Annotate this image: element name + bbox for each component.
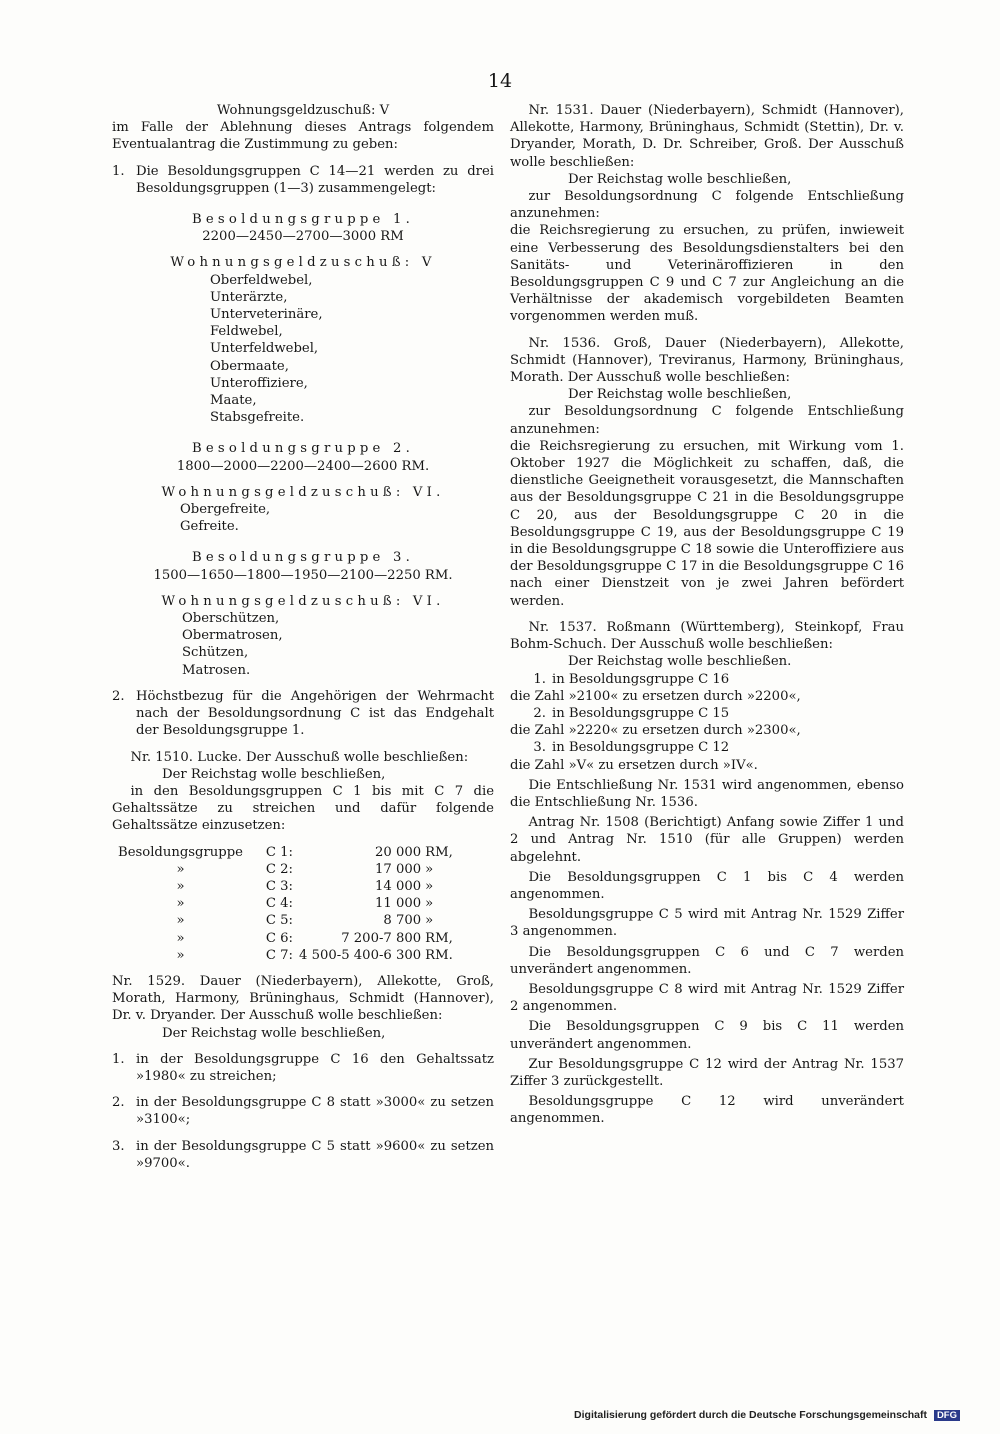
group-3-ranks bbox=[182, 610, 494, 679]
item-number: 3. bbox=[112, 1138, 125, 1154]
result-paragraph: Besoldungsgruppe C 5 wird mit Antrag Nr. 1529 Ziffer 3 angenommen. bbox=[510, 907, 904, 940]
motion-1536-heading: Nr. 1536. Groß, Dauer (Niederbayern), Allekotte, Schmidt (Hannover), Treviranus, Harmony, Brüninghaus, Morath. Der Ausschuß wolle beschließen: bbox=[510, 335, 904, 386]
item-text: in der Besoldungsgruppe C 8 statt »3000« zu setzen »3100«; bbox=[136, 1095, 494, 1128]
salary-group: C 1: bbox=[265, 844, 293, 860]
ditto-mark: » bbox=[176, 947, 185, 963]
ditto-mark: » bbox=[176, 861, 185, 877]
salary-amount: 7 200-7 800 bbox=[341, 930, 422, 946]
reichstag-resolution: Der Reichstag wolle beschließen, bbox=[568, 387, 792, 403]
item-text: in Besoldungsgruppe C 12 bbox=[552, 740, 730, 756]
ditto-mark: » bbox=[176, 878, 185, 894]
rank-item: Oberfeldwebel, bbox=[210, 272, 313, 288]
group-2-salaries: 1800—2000—2200—2400—2600 RM. bbox=[176, 458, 430, 474]
rank-item: Gefreite. bbox=[180, 519, 239, 535]
motion-1531-heading: Nr. 1531. Dauer (Niederbayern), Schmidt (Hannover), Allekotte, Harmony, Brüninghaus, Schmidt (Stettin), Dr. v. Dryander, Morath, D. Dr. Schreiber, Groß. Der Ausschuß wolle beschließen: bbox=[510, 103, 904, 170]
salary-suffix: RM, bbox=[425, 930, 453, 946]
result-paragraph: Besoldungsgruppe C 12 wird unverändert angenommen. bbox=[510, 1094, 904, 1127]
reichstag-resolution: Der Reichstag wolle beschließen, bbox=[568, 171, 792, 187]
salary-amount: 17 000 bbox=[375, 861, 422, 877]
rank-item: Unterärzte, bbox=[210, 289, 288, 305]
dfg-footer bbox=[560, 1409, 960, 1421]
salary-row bbox=[118, 947, 457, 964]
group-3-salaries: 1500—1650—1800—1950—2100—2250 RM. bbox=[153, 567, 453, 583]
item-2 bbox=[112, 688, 494, 740]
salary-group: C 3: bbox=[265, 878, 293, 894]
item-number: 2. bbox=[533, 705, 546, 721]
salary-suffix: RM. bbox=[425, 947, 453, 963]
result-paragraph: Die Entschließung Nr. 1531 wird angenommen, ebenso die Entschließung Nr. 1536. bbox=[510, 777, 904, 810]
motion-1529-item bbox=[112, 1094, 494, 1128]
footer-text: Digitalisierung gefördert durch die Deutsche Forschungsgemeinschaft bbox=[574, 1409, 928, 1421]
page-number: 14 bbox=[487, 70, 513, 92]
eventualantrag-intro: im Falle der Ablehnung dieses Antrags folgendem Eventualantrag die Zustimmung zu geben: bbox=[112, 120, 494, 153]
group-3-title: Besoldungsgruppe 3. bbox=[191, 550, 414, 566]
rank-item: Oberschützen, bbox=[182, 611, 280, 627]
item-text: in der Besoldungsgruppe C 5 statt »9600« zu setzen »9700«. bbox=[136, 1138, 494, 1171]
salary-row bbox=[118, 930, 457, 947]
motion-1529-heading: Nr. 1529. Dauer (Niederbayern), Allekotte, Groß, Morath, Harmony, Brüninghaus, Schmidt (Hannover), Dr. v. Dryander. Der Ausschuß wolle beschließen: bbox=[112, 973, 494, 1024]
wg-heading: Wohnungsgeldzuschuß: V bbox=[216, 103, 390, 118]
group-1-wg: Wohnungsgeldzuschuß: V bbox=[170, 255, 436, 271]
right-column bbox=[510, 102, 904, 1128]
salary-group: C 6: bbox=[265, 930, 293, 946]
rank-item: Schützen, bbox=[182, 645, 249, 661]
salary-row bbox=[118, 912, 457, 929]
rank-item: Maate, bbox=[210, 393, 257, 409]
salary-amount: 14 000 bbox=[375, 878, 422, 894]
rank-item: Unterfeldwebel, bbox=[210, 341, 319, 357]
salary-suffix: » bbox=[425, 913, 434, 929]
result-paragraph: Besoldungsgruppe C 8 wird mit Antrag Nr. 1529 Ziffer 2 angenommen. bbox=[510, 981, 904, 1015]
item-number: 1. bbox=[533, 671, 546, 687]
motion-1537-item bbox=[510, 671, 904, 688]
result-paragraph: Die Besoldungsgruppen C 1 bis C 4 werden angenommen. bbox=[510, 869, 904, 902]
salary-group: C 5: bbox=[265, 913, 293, 929]
item-number: 3. bbox=[533, 740, 546, 756]
reichstag-resolution: Der Reichstag wolle beschließen, bbox=[162, 1025, 386, 1041]
group-3-wg: Wohnungsgeldzuschuß: VI. bbox=[161, 593, 445, 609]
item-text: in der Besoldungsgruppe C 16 den Gehaltssatz »1980« zu streichen; bbox=[136, 1051, 494, 1084]
salary-amount: 11 000 bbox=[375, 896, 422, 912]
group-2-ranks bbox=[180, 501, 494, 535]
salary-suffix: » bbox=[425, 861, 434, 877]
rank-item: Obermatrosen, bbox=[182, 628, 283, 644]
salary-group: C 4: bbox=[265, 896, 293, 912]
item-text: in Besoldungsgruppe C 15 bbox=[552, 705, 730, 721]
group-2-title: Besoldungsgruppe 2. bbox=[191, 441, 414, 457]
reichstag-resolution: Der Reichstag wolle beschließen. bbox=[568, 654, 792, 670]
item-number: 2. bbox=[112, 688, 125, 704]
item-number: 1. bbox=[112, 163, 125, 179]
reichstag-resolution: Der Reichstag wolle beschließen, bbox=[162, 766, 386, 782]
rank-item: Unteroffiziere, bbox=[210, 375, 308, 391]
salary-row bbox=[118, 861, 457, 878]
left-column bbox=[112, 102, 494, 1172]
rank-item: Stabsgefreite. bbox=[210, 410, 305, 426]
rank-item: Feldwebel, bbox=[210, 324, 283, 340]
result-paragraph: Zur Besoldungsgruppe C 12 wird der Antrag Nr. 1537 Ziffer 3 zurückgestellt. bbox=[510, 1056, 904, 1089]
group-2-wg: Wohnungsgeldzuschuß: VI. bbox=[161, 484, 445, 500]
salary-amount: 20 000 bbox=[375, 844, 422, 860]
rank-item: Matrosen. bbox=[182, 662, 251, 678]
result-paragraph: Die Besoldungsgruppen C 6 und C 7 werden unverändert angenommen. bbox=[510, 944, 904, 977]
salary-group: C 7: bbox=[265, 947, 293, 963]
motion-1537-item bbox=[510, 739, 904, 756]
salary-row bbox=[118, 895, 457, 912]
ditto-mark: » bbox=[176, 913, 185, 929]
item-number: 2. bbox=[112, 1095, 125, 1111]
item-text: Höchstbezug für die Angehörigen der Wehrmacht nach der Besoldungsordnung C ist das Endgehalt der Besoldungsgruppe 1. bbox=[136, 688, 494, 739]
rank-item: Unterveterinäre, bbox=[210, 307, 323, 323]
group-1-salaries: 2200—2450—2700—3000 RM bbox=[202, 229, 404, 245]
ditto-mark: » bbox=[176, 930, 185, 946]
result-paragraph: Antrag Nr. 1508 (Berichtigt) Anfang sowie Ziffer 1 und 2 und Antrag Nr. 1510 (für alle Gruppen) werden abgelehnt. bbox=[510, 815, 904, 865]
ditto-mark: » bbox=[176, 896, 185, 912]
salary-amount: 4 500-5 400-6 300 bbox=[299, 947, 422, 963]
motion-1531-body: die Reichsregierung zu ersuchen, zu prüfen, inwieweit eine Verbesserung des Besoldungsdienstalters bei den Sanitäts- und Veterinäroffizieren in den Besoldungsgruppen C 9 und C 7 zur Angleichung an die Verhältnisse der akademisch vorgebildeten Beamten vorgenommen werden muß. bbox=[510, 223, 904, 325]
salary-suffix: » bbox=[425, 878, 434, 894]
motion-1537-heading: Nr. 1537. Roßmann (Württemberg), Steinkopf, Frau Bohm-Schuch. Der Ausschuß wolle beschließen: bbox=[510, 619, 904, 653]
motion-1537-item bbox=[510, 705, 904, 722]
rank-item: Obergefreite, bbox=[180, 502, 271, 518]
salary-table bbox=[118, 844, 457, 964]
motion-1510-heading: Nr. 1510. Lucke. Der Ausschuß wolle beschließen: bbox=[130, 749, 469, 765]
salary-row bbox=[118, 844, 457, 861]
motion-1536-body: die Reichsregierung zu ersuchen, mit Wirkung vom 1. Oktober 1927 die Möglichkeit zu schaffen, daß, die dienstliche Geeignetheit vorausgesetzt, die Mannschaften aus der Besoldungsgruppe C 21 in die Besoldungsgruppe C 20, aus der Besoldungsgruppe C 20 in die Besoldungsgruppe C 19, aus der Besoldungsgruppe C 19 in die Besoldungsgruppe C 18 sowie die Unteroffiziere aus der Besoldungsgruppe C 17 in die Besoldungsgruppe C 16 nach einer Dienstzeit von je zwei Jahren befördert werden. bbox=[510, 438, 904, 609]
salary-group: C 2: bbox=[265, 861, 293, 877]
motion-1531-lead: zur Besoldungsordnung C folgende Entschließung anzunehmen: bbox=[510, 189, 904, 222]
group-1-title: Besoldungsgruppe 1. bbox=[191, 212, 414, 228]
dfg-logo: DFG bbox=[934, 1410, 960, 1421]
motion-1536-lead: zur Besoldungsordnung C folgende Entschließung anzunehmen: bbox=[510, 404, 904, 437]
item-subtext: die Zahl »2100« zu ersetzen durch »2200«, bbox=[510, 688, 801, 704]
rank-item: Obermaate, bbox=[210, 358, 289, 374]
motion-1529-item bbox=[112, 1138, 494, 1172]
motion-1529-item bbox=[112, 1051, 494, 1085]
salary-suffix: RM, bbox=[425, 844, 453, 860]
motion-1510-text: in den Besoldungsgruppen C 1 bis mit C 7 die Gehaltssätze zu streichen und dafür folgende Gehaltssätze einzusetzen: bbox=[112, 783, 494, 834]
item-number: 1. bbox=[112, 1051, 125, 1067]
group-1-ranks bbox=[210, 272, 494, 427]
salary-amount: 8 700 bbox=[383, 913, 422, 929]
item-1 bbox=[112, 163, 494, 197]
salary-label: Besoldungsgruppe bbox=[118, 844, 243, 860]
result-paragraph: Die Besoldungsgruppen C 9 bis C 11 werden unverändert angenommen. bbox=[510, 1019, 904, 1052]
item-text: in Besoldungsgruppe C 16 bbox=[552, 671, 730, 687]
salary-row bbox=[118, 878, 457, 895]
item-subtext: die Zahl »V« zu ersetzen durch »IV«. bbox=[510, 757, 758, 773]
item-subtext: die Zahl »2220« zu ersetzen durch »2300«, bbox=[510, 723, 801, 739]
salary-suffix: » bbox=[425, 896, 434, 912]
item-text: Die Besoldungsgruppen C 14—21 werden zu drei Besoldungsgruppen (1—3) zusammengelegt: bbox=[136, 163, 494, 196]
